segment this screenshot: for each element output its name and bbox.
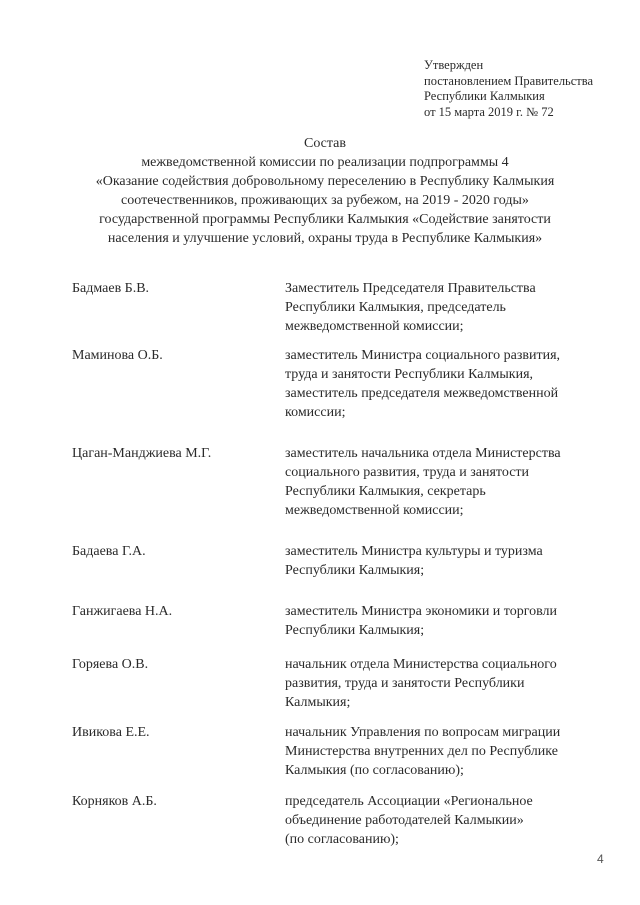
title-line: межведомственной комиссии по реализации подпрограммы 4 [141,155,509,170]
title-line: населения и улучшение условий, охраны труда в Республике Калмыкия» [107,231,543,246]
member-role [285,542,615,580]
member-name: Ганжигаева Н.А. [72,604,173,619]
role-line: социального развития, труда и занятости [285,465,530,480]
title-line: Состав [303,136,346,151]
title-line: соотечественников, проживающих за рубежом, на 2019 - 2020 годы» [121,193,529,208]
member-name: Цаган-Манджиева М.Г. [72,446,212,461]
role-line: Республики Калмыкия, секретарь [285,484,486,499]
member-role [285,723,615,780]
role-line: заместитель начальника отдела Министерства [285,446,561,461]
role-line: объединение работодателей Калмыкии» [285,813,524,828]
member-name: Маминова О.Б. [72,348,163,363]
member-name: Ивикова Е.Е. [72,725,150,740]
member-name: Бадмаев Б.В. [72,281,150,296]
role-line: Республики Калмыкия; [285,623,425,638]
member-role [285,602,615,640]
member-role [285,792,615,849]
approval-line: Республики Калмыкия [424,89,545,103]
member-name: Горяева О.В. [72,657,149,672]
page-number: 4 [597,852,604,866]
approval-stamp [424,58,624,120]
approval-line: Утвержден [424,58,484,72]
approval-line: от 15 марта 2019 г. № 72 [424,104,554,119]
member-role [285,346,615,422]
member-role [285,444,615,520]
role-line: председатель Ассоциации «Региональное [285,794,533,809]
role-line: Калмыкия (по согласованию); [285,763,464,778]
member-name: Бадаева Г.А. [72,544,146,559]
role-line: начальник Управления по вопросам миграции [285,725,561,740]
member-name: Корняков А.Б. [72,794,157,809]
title-line: «Оказание содействия добровольному переселению в Республику Калмыкия [95,174,555,189]
role-line: развития, труда и занятости Республики [285,676,525,691]
role-line: труда и занятости Республики Калмыкия, [285,367,534,382]
role-line: Заместитель Председателя Правительства [285,281,536,296]
role-line: заместитель Министра культуры и туризма [285,544,543,559]
role-line: заместитель Министра экономики и торговли [285,604,558,619]
role-line: Министерства внутренних дел по Республике [285,744,558,759]
role-line: межведомственной комиссии; [285,319,464,334]
document-title [40,134,610,248]
role-line: Республики Калмыкия; [285,563,425,578]
role-line: начальник отдела Министерства социального [285,657,557,672]
role-line: Республики Калмыкия, председатель [285,300,506,315]
role-line: (по согласованию); [285,832,399,847]
role-line: заместитель Министра социального развития, [285,348,561,363]
role-line: межведомственной комиссии; [285,503,464,518]
approval-line: постановлением Правительства [424,73,594,88]
role-line: Калмыкия; [285,695,351,710]
role-line: комиссии; [285,405,346,420]
member-role [285,279,615,336]
member-role [285,655,615,712]
role-line: заместитель председателя межведомственной [285,386,559,401]
title-line: государственной программы Республики Калмыкия «Содействие занятости [99,212,551,227]
